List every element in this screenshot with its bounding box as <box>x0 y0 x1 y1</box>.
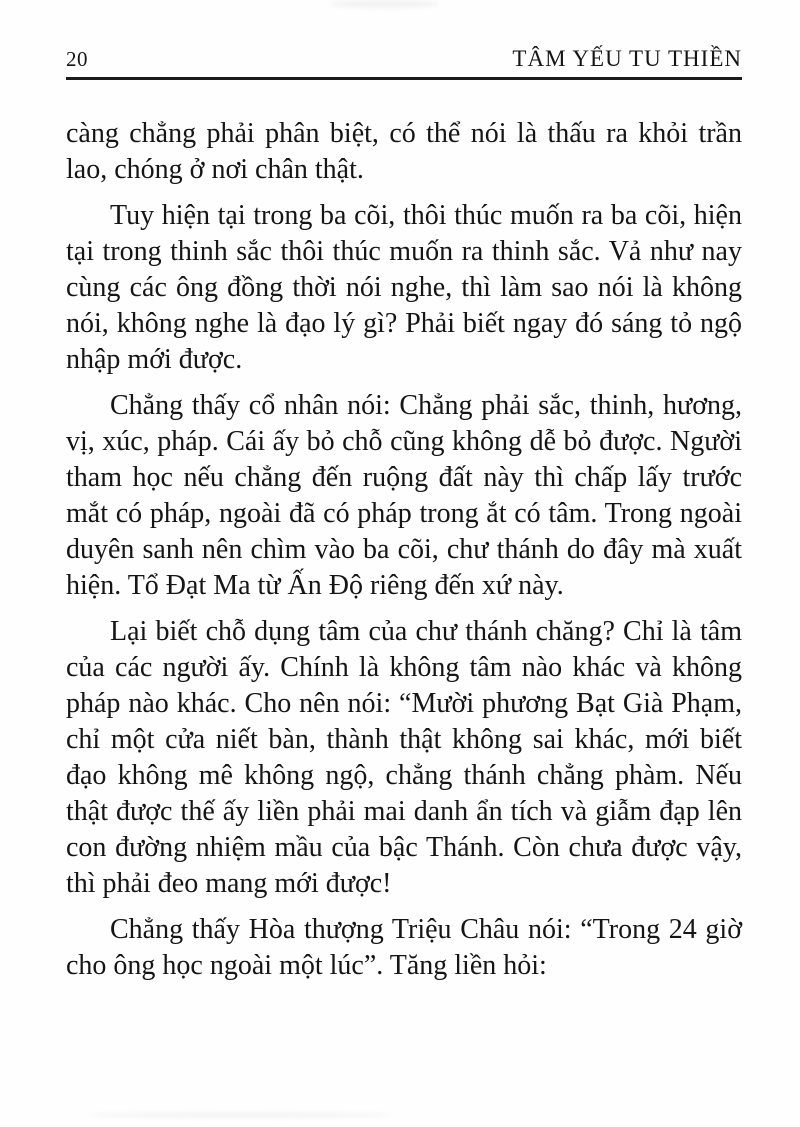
paragraph: Tuy hiện tại trong ba cõi, thôi thúc muốn ra ba cõi, hiện tại trong thinh sắc thôi thúc muốn ra thinh sắc. Vả như nay cùng các ông đồng thời nói nghe, thì làm sao nói là không nói, không nghe là đạo lý gì? Phải biết ngay đó sáng tỏ ngộ nhập mới được. <box>66 200 742 375</box>
page-number: 20 <box>66 47 88 71</box>
paragraph: Chẳng thấy Hòa thượng Triệu Châu nói: “Trong 24 giờ cho ông học ngoài một lúc”. Tăng liền hỏi: <box>66 914 742 981</box>
paragraph: Lại biết chỗ dụng tâm của chư thánh chăng? Chỉ là tâm của các người ấy. Chính là không tâm nào khác và không pháp nào khác. Cho nên nói: “Mười phương Bạt Già Phạm, chỉ một cửa niết bàn, thành thật không sai khác, mới biết đạo không mê không ngộ, chẳng thánh chẳng phàm. Nếu thật được thế ấy liền phải mai danh ẩn tích và giẫm đạp lên con đường nhiệm mầu của bậc Thánh. Còn chưa được vậy, thì phải đeo mang mới được! <box>66 616 742 899</box>
page-header <box>66 46 742 72</box>
running-title: TÂM YẾU TU THIỀN <box>512 46 742 71</box>
paragraph: Chẳng thấy cổ nhân nói: Chẳng phải sắc, thinh, hương, vị, xúc, pháp. Cái ấy bỏ chỗ cũng không dễ bỏ được. Người tham học nếu chẳng đến ruộng đất này thì chấp lấy trước mắt có pháp, ngoài đã có pháp trong ắt có tâm. Trong ngoài duyên sanh nên chìm vào ba cõi, chư thánh do đây mà xuất hiện. Tổ Đạt Ma từ Ấn Độ riêng đến xứ này. <box>66 390 742 601</box>
page-body <box>66 116 742 984</box>
scan-artifact-bottom <box>90 1112 390 1118</box>
header-rule <box>66 77 742 80</box>
paragraph-continued: càng chẳng phải phân biệt, có thể nói là thấu ra khỏi trần lao, chóng ở nơi chân thật. <box>66 118 742 185</box>
scan-artifact-top <box>330 0 440 8</box>
